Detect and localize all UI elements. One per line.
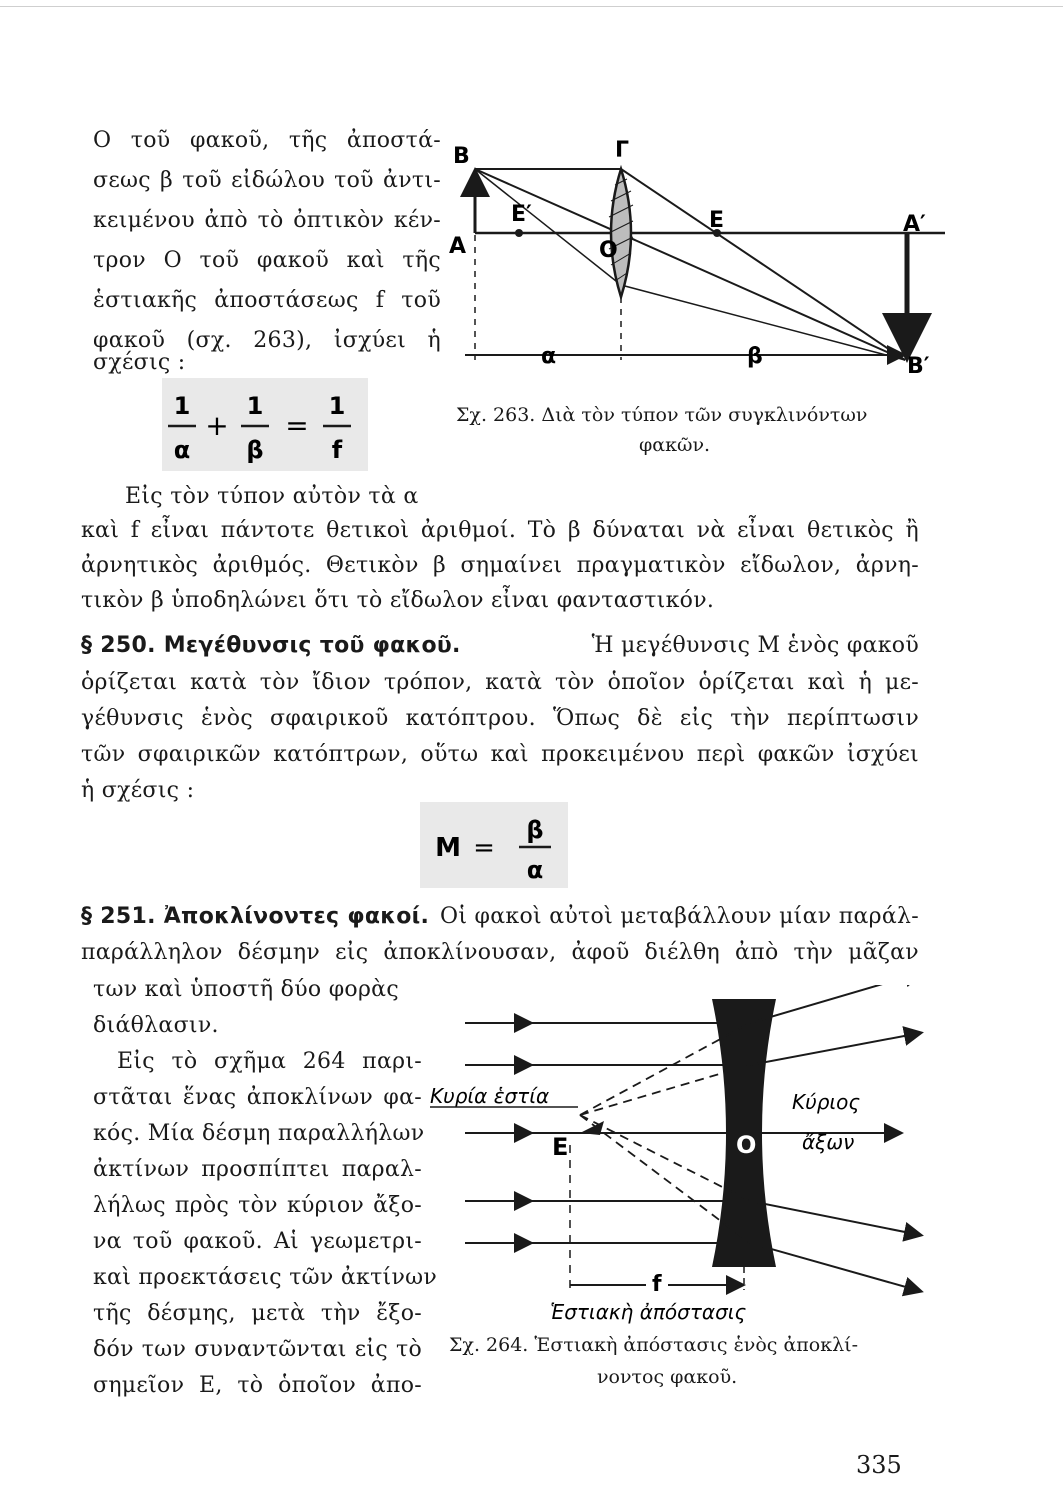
equals-sign: = xyxy=(473,833,495,863)
focal-point-e-prime xyxy=(515,229,523,237)
figure-263-caption-cont: φακῶν. xyxy=(639,434,711,456)
text-line: σχέσις : xyxy=(93,350,186,375)
text-line: των καὶ ὑποστῆ δύο φορὰς xyxy=(93,977,399,1002)
label-b-prime: B′ xyxy=(907,354,930,379)
denominator-b: β xyxy=(246,436,264,464)
label-a: A xyxy=(449,234,467,259)
text-line: Εἰς τὸν τύπον αὐτὸν τὰ α xyxy=(125,484,419,509)
label-axon: ἄξων xyxy=(802,1130,855,1154)
text-line: σεως β τοῦ εἰδώλου τοῦ ἀντι- xyxy=(93,168,441,193)
central-ray xyxy=(475,169,905,360)
text-line: τῆς δέσμης, μετὰ τὴν ἔξο- xyxy=(93,1301,422,1326)
text-line: τρον Ο τοῦ φακοῦ καὶ τῆς xyxy=(93,248,441,273)
text-line: ὁρίζεται κατὰ τὸν ἴδιον τρόπον, κατὰ τὸν ὁποῖον ὁρίζεται καὶ ἡ με- xyxy=(81,670,919,695)
text-line: ἀκτίνων προσπίπτει παραλ- xyxy=(93,1157,422,1182)
text-line: δόν των συναντῶνται εἰς τὸ xyxy=(93,1337,422,1362)
text-line: ἡ σχέσις : xyxy=(81,778,195,803)
symbol-m: M xyxy=(435,833,461,863)
text-line: ἑστιακῆς ἀποστάσεως f τοῦ xyxy=(93,288,441,313)
text-line: φακοῦ (σχ. 263), ἰσχύει ἡ xyxy=(93,328,441,353)
text-line: Εἰς τὸ σχῆμα 264 παρι- xyxy=(117,1049,422,1074)
refracted-ray xyxy=(621,169,905,360)
diverging-ray xyxy=(750,1033,920,1065)
converging-lens xyxy=(611,169,631,297)
text-line: καὶ προεκτάσεις τῶν ἀκτίνων xyxy=(93,1265,438,1290)
text-line: διάθλασιν. xyxy=(93,1013,219,1038)
text-line: να τοῦ φακοῦ. Αἱ γεωμετρι- xyxy=(93,1229,422,1254)
section-250-first-line xyxy=(81,633,919,658)
denominator-f: f xyxy=(331,436,343,464)
label-alpha: α xyxy=(541,344,557,369)
text-line: τικὸν β ὑποδηλώνει ὅτι τὸ εἴδωλον εἶναι φανταστικόν. xyxy=(81,588,715,613)
label-e: E xyxy=(552,1133,569,1161)
figure-264-diverging-lens xyxy=(430,985,930,1330)
label-e: E xyxy=(709,208,725,233)
text-line: ἀρνητικὸς ἀριθμός. Θετικὸν β σημαίνει πραγματικὸν εἴδωλον, ἀρνη- xyxy=(81,553,919,578)
section-250-heading: § 250. Μεγέθυνσις τοῦ φακοῦ. xyxy=(81,633,461,658)
section-251-heading: § 251. Ἀποκλίνοντες φακοί. xyxy=(81,904,430,929)
text-line: κός. Μία δέσμη παραλλήλων xyxy=(93,1121,425,1146)
text-line: λήλως πρὸς τὸν κύριον ἄξο- xyxy=(93,1193,422,1218)
numerator-b: β xyxy=(526,816,544,844)
label-kyria-estia: Κυρία ἑστία xyxy=(430,1084,550,1108)
section-251-first-line xyxy=(81,904,919,929)
label-e-prime: E′ xyxy=(511,202,532,227)
numerator-a: 1 xyxy=(173,392,191,420)
focus-arrowhead xyxy=(580,1121,604,1135)
label-o: O xyxy=(599,238,618,263)
figure-264-caption-cont: νοντος φακοῦ. xyxy=(597,1366,738,1388)
magnification-formula-graphic xyxy=(420,802,568,888)
text-line: τῶν σφαιρικῶν κατόπτρων, οὕτω καὶ προκειμένου περὶ φακῶν ἰσχύει xyxy=(81,742,919,767)
label-b: B xyxy=(453,144,470,169)
label-a-prime: A′ xyxy=(903,212,926,237)
text-line: γέθυνσις ἑνὸς σφαιρικοῦ κατόπτρου. Ὅπως δὲ εἰς τὴν περίπτωσιν xyxy=(81,706,919,731)
denominator-a: α xyxy=(173,436,191,464)
denominator-a: α xyxy=(526,856,544,884)
section-250-first-text: Ἡ μεγέθυνσις Μ ἑνὸς φακοῦ xyxy=(591,633,919,658)
diverging-ray xyxy=(750,985,920,1023)
text-line: παράλληλον δέσμην εἰς ἀποκλίνουσαν, ἀφοῦ διέλθη ἀπὸ τὴν μᾶζαν xyxy=(81,940,919,965)
plus-sign: + xyxy=(205,409,229,442)
text-line: καὶ f εἶναι πάντοτε θετικοὶ ἀριθμοί. Τὸ β δύναται νὰ εἶναι θετικὸς ἢ xyxy=(81,518,919,543)
equals-sign: = xyxy=(285,409,309,442)
text-line: σημεῖον Ε, τὸ ὁποῖον ἀπο- xyxy=(93,1373,422,1398)
scan-edge-line xyxy=(0,6,1063,7)
label-gamma: Γ xyxy=(615,138,630,163)
label-o: O xyxy=(736,1131,757,1159)
text-line: στᾶται ἕνας ἀποκλίνων φα- xyxy=(93,1085,422,1110)
text-line: κειμένου ἀπὸ τὸ ὀπτικὸν κέν- xyxy=(93,208,441,233)
page-number: 335 xyxy=(856,1451,902,1479)
magnification-formula xyxy=(420,802,568,888)
diverging-ray xyxy=(750,1201,920,1235)
focal-ray xyxy=(475,169,621,285)
lens-formula xyxy=(162,378,368,471)
figure-264-caption: Σχ. 264. Ἑστιακὴ ἀπόστασις ἑνὸς ἀποκλί- xyxy=(449,1334,858,1356)
lens-formula-graphic xyxy=(162,378,368,471)
label-focal-distance: Ἑστιακὴ ἀπόστασις xyxy=(550,1300,747,1324)
label-beta: β xyxy=(747,344,763,369)
numerator-b: 1 xyxy=(246,392,264,420)
figure-263-caption: Σχ. 263. Διὰ τὸν τύπον τῶν συγκλινόντων xyxy=(456,404,868,426)
section-251-first-text: Οἱ φακοὶ αὐτοὶ μεταβάλλουν μίαν παράλ- xyxy=(440,904,919,929)
label-f: f xyxy=(652,1272,662,1297)
figure-263-converging-lens xyxy=(445,135,955,395)
virtual-extension xyxy=(580,1065,750,1115)
text-line: Ο τοῦ φακοῦ, τῆς ἀποστά- xyxy=(93,128,441,153)
numerator-f: 1 xyxy=(328,392,346,420)
label-kyrios: Κύριος xyxy=(792,1090,861,1114)
